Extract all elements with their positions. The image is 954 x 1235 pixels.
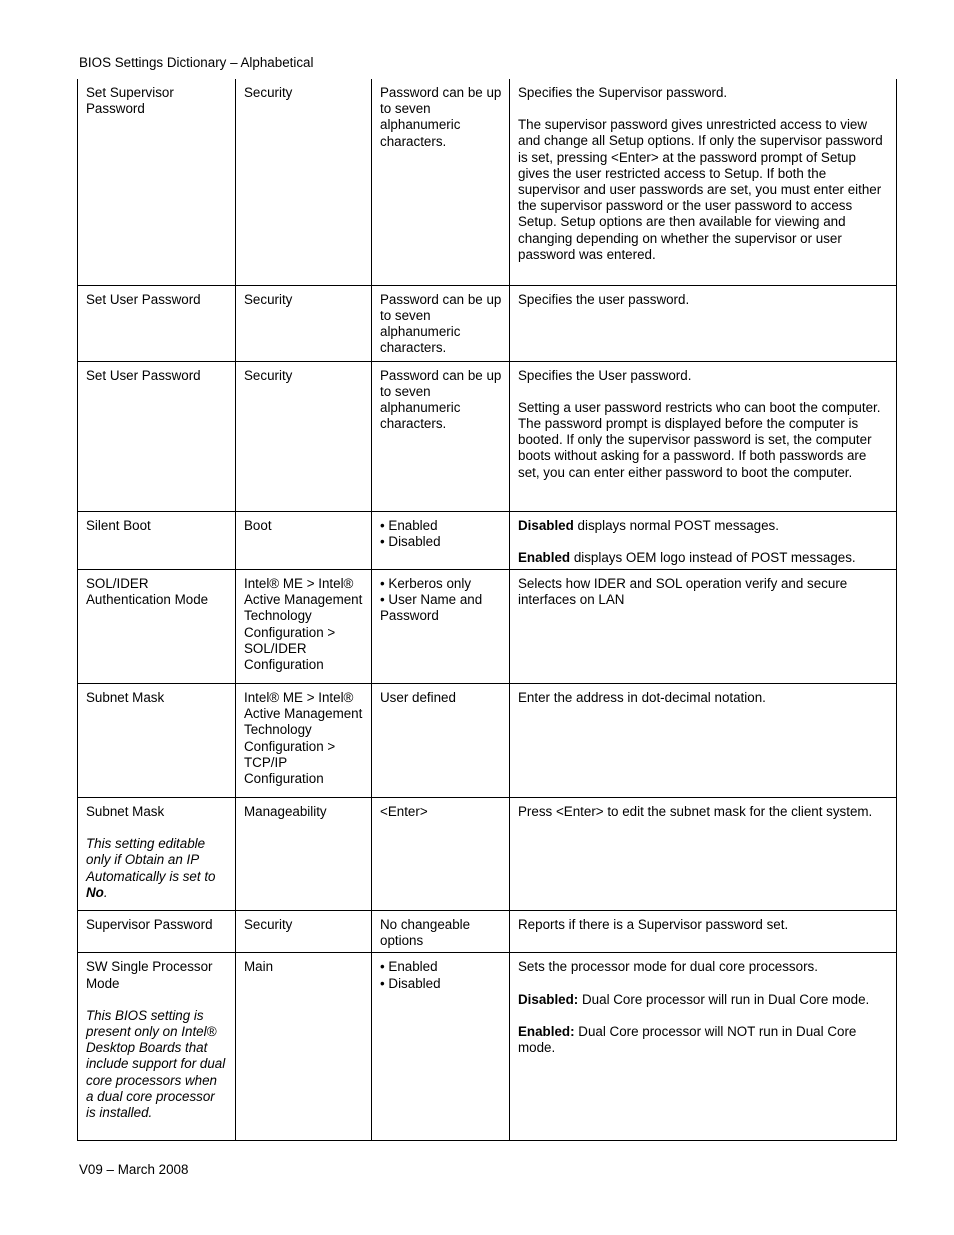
setting-name: Subnet Mask — [78, 683, 236, 797]
menu-path: Main — [236, 953, 372, 1141]
table-row — [78, 953, 897, 1141]
description: Disabled displays normal POST messages. Enabled displays OEM logo instead of POST messages. — [510, 511, 897, 569]
description: Sets the processor mode for dual core processors. Disabled: Dual Core processor will run in Dual Core mode. Enabled: Dual Core processor will NOT run in Dual Core mode. — [510, 953, 897, 1141]
options: Password can be up to seven alphanumeric characters. — [372, 79, 510, 285]
menu-path: Security — [236, 79, 372, 285]
options: • Kerberos only • User Name and Password — [372, 569, 510, 683]
description: Selects how IDER and SOL operation verify and secure interfaces on LAN — [510, 569, 897, 683]
table-row — [78, 910, 897, 952]
table-row — [78, 569, 897, 683]
description: Press <Enter> to edit the subnet mask for the client system. — [510, 797, 897, 910]
description: Specifies the User password. Setting a user password restricts who can boot the computer. The password prompt is displayed before the computer is booted. If only the supervisor password is set, the computer boots without asking for a password. If both passwords are set, you can enter either password to boot the computer. — [510, 361, 897, 511]
options: No changeable options — [372, 910, 510, 952]
options: • Enabled • Disabled — [372, 511, 510, 569]
table-row — [78, 797, 897, 910]
setting-name: Set Supervisor Password — [78, 79, 236, 285]
options: User defined — [372, 683, 510, 797]
table-row — [78, 285, 897, 361]
table-row — [78, 361, 897, 511]
menu-path: Intel® ME > Intel® Active Management Technology Configuration > SOL/IDER Configuration — [236, 569, 372, 683]
menu-path: Manageability — [236, 797, 372, 910]
options: Password can be up to seven alphanumeric characters. — [372, 285, 510, 361]
setting-name: SOL/IDER Authentication Mode — [78, 569, 236, 683]
table-row — [78, 683, 897, 797]
setting-name: Subnet Mask This setting editable only if Obtain an IP Automatically is set to No. — [78, 797, 236, 910]
setting-name: Set User Password — [78, 361, 236, 511]
description: Reports if there is a Supervisor password set. — [510, 910, 897, 952]
menu-path: Boot — [236, 511, 372, 569]
table-row — [78, 511, 897, 569]
table-row — [78, 79, 897, 285]
description: Enter the address in dot-decimal notation. — [510, 683, 897, 797]
setting-note: This BIOS setting is present only on Intel® Desktop Boards that include support for dual core processors when a dual core processor is installed. — [86, 1007, 226, 1120]
page-header: BIOS Settings Dictionary – Alphabetical — [79, 55, 314, 70]
page-footer: V09 – March 2008 — [79, 1162, 189, 1177]
menu-path: Security — [236, 361, 372, 511]
options: <Enter> — [372, 797, 510, 910]
options: Password can be up to seven alphanumeric characters. — [372, 361, 510, 511]
menu-path: Intel® ME > Intel® Active Management Technology Configuration > TCP/IP Configuration — [236, 683, 372, 797]
setting-note: This setting editable only if Obtain an IP Automatically is set to No. — [86, 836, 216, 900]
setting-name: Silent Boot — [78, 511, 236, 569]
setting-name: SW Single Processor Mode This BIOS setting is present only on Intel® Desktop Boards that include support for dual core processors when a dual core processor is installed. — [78, 953, 236, 1141]
settings-table — [77, 79, 897, 1141]
options: • Enabled • Disabled — [372, 953, 510, 1141]
menu-path: Security — [236, 910, 372, 952]
setting-name: Supervisor Password — [78, 910, 236, 952]
setting-name: Set User Password — [78, 285, 236, 361]
description: Specifies the user password. — [510, 285, 897, 361]
description: Specifies the Supervisor password. The supervisor password gives unrestricted access to view and change all Setup options. If only the supervisor password is set, pressing <Enter> at the password prompt of Setup gives the user restricted access to Setup. If both the supervisor and user passwords are set, you must enter either the supervisor password or the user password to access Setup. Setup options are then available for viewing and changing depending on whether the supervisor or user password was entered. — [510, 79, 897, 285]
menu-path: Security — [236, 285, 372, 361]
